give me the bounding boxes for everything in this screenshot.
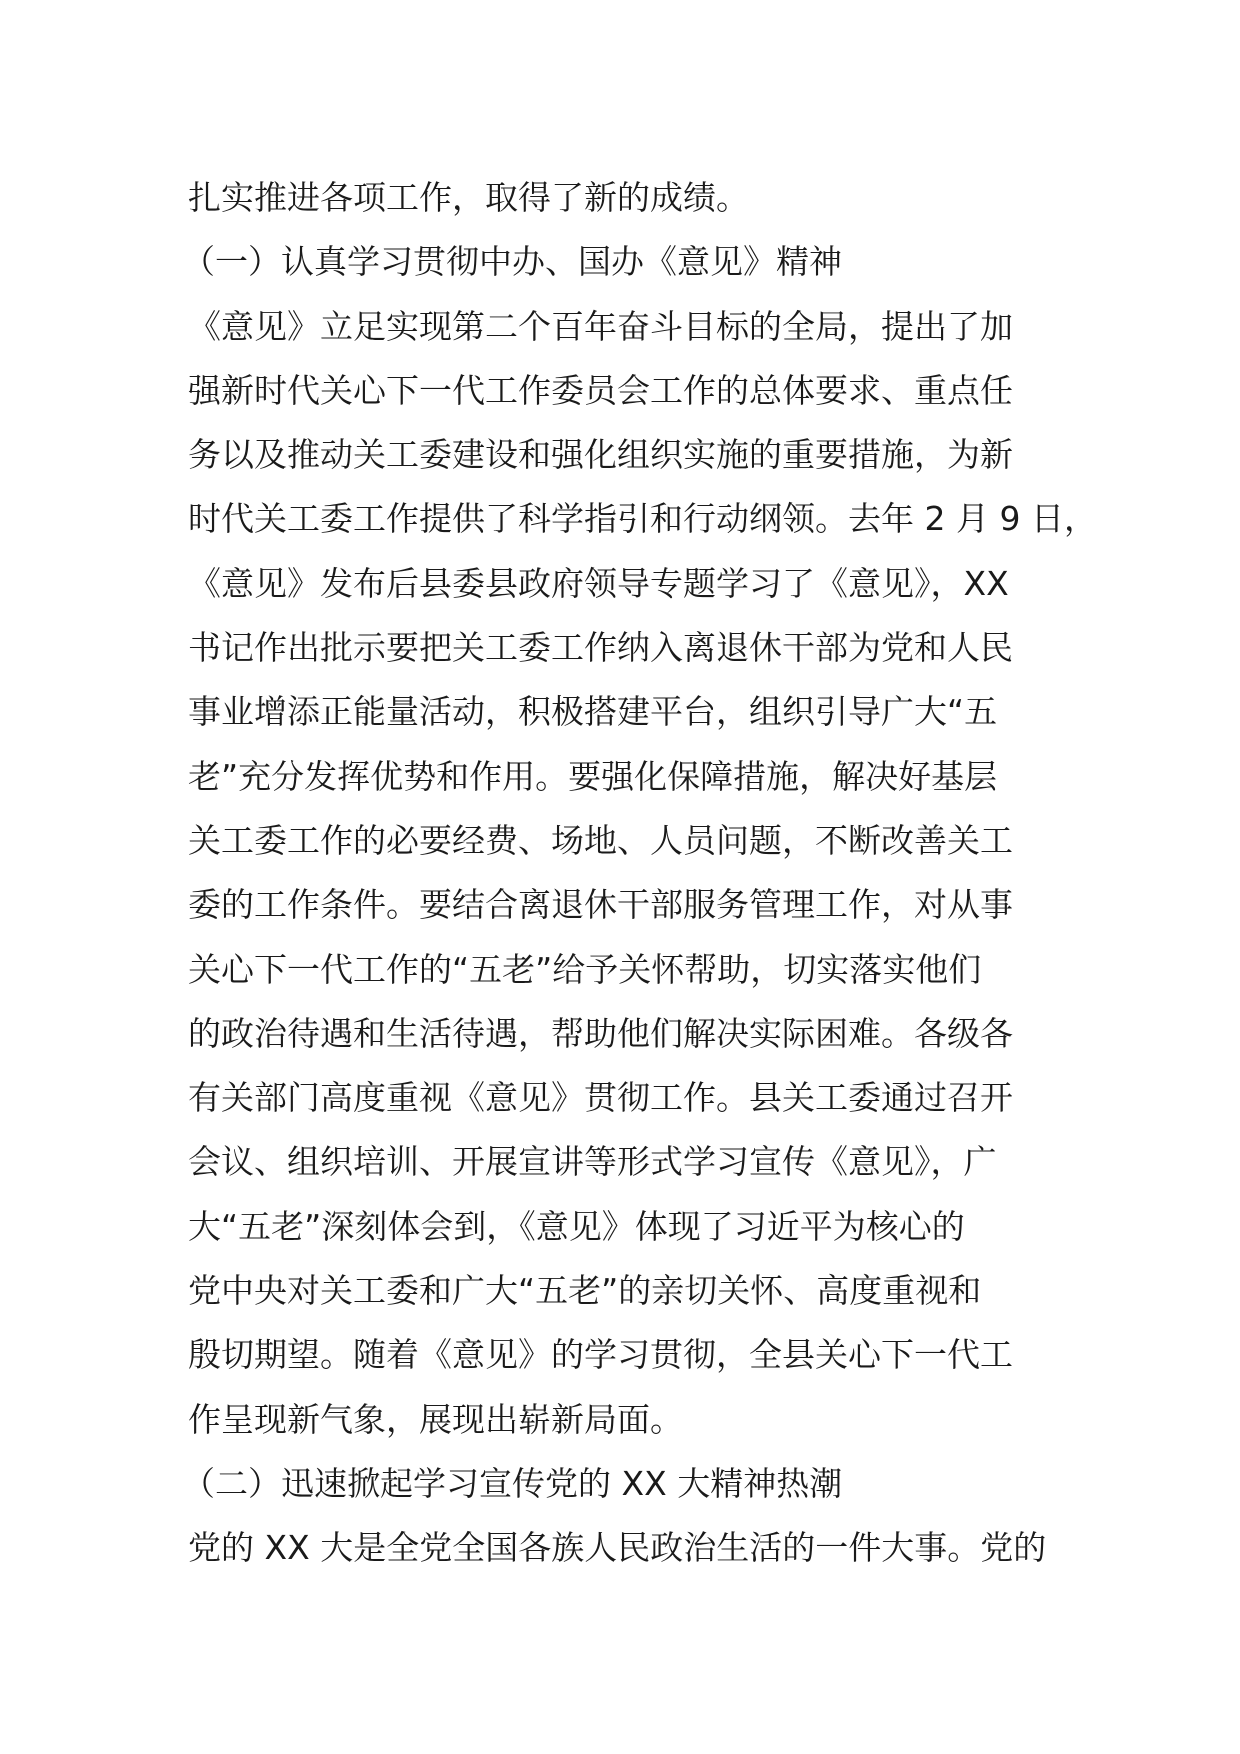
paragraph-line: 老”充分发挥优势和作用。要强化保障措施，解决好基层 — [188, 756, 998, 796]
paragraph-line: 事业增添正能量活动，积极搭建平台，组织引导广大“五 — [188, 692, 998, 732]
paragraph-line: 会议、组织培训、开展宣讲等形式学习宣传《意见》，广 — [188, 1142, 997, 1182]
paragraph-line: 关心下一代工作的“五老”给予关怀帮助，切实落实他们 — [188, 949, 982, 989]
paragraph-line: 殷切期望。随着《意见》的学习贯彻，全县关心下一代工 — [188, 1335, 1013, 1375]
paragraph-line: 委的工作条件。要结合离退休干部服务管理工作，对从事 — [188, 885, 1013, 925]
document-body — [182, 166, 1097, 1581]
paragraph-line: 大“五老”深刻体会到，《意见》体现了习近平为核心的 — [188, 1206, 965, 1246]
paragraph-line: 作呈现新气象，展现出崭新局面。 — [188, 1399, 683, 1439]
paragraph-line: 《意见》发布后县委县政府领导专题学习了《意见》，XX — [188, 563, 1009, 603]
paragraph-line: 有关部门高度重视《意见》贯彻工作。县关工委通过召开 — [188, 1078, 1013, 1118]
section-heading-1: （一）认真学习贯彻中办、国办《意见》精神 — [182, 242, 842, 282]
paragraph-line: 强新时代关心下一代工作委员会工作的总体要求、重点任 — [188, 370, 1013, 410]
paragraph-line: 书记作出批示要把关工委工作纳入离退休干部为党和人民 — [188, 628, 1013, 668]
paragraph-line: 的政治待遇和生活待遇，帮助他们解决实际困难。各级各 — [188, 1013, 1013, 1053]
paragraph-line: 《意见》立足实现第二个百年奋斗目标的全局，提出了加 — [188, 306, 1013, 346]
paragraph-line: 扎实推进各项工作，取得了新的成绩。 — [188, 178, 749, 217]
paragraph-line: 时代关工委工作提供了科学指引和行动纲领。去年 2 月 9 日， — [188, 499, 1097, 539]
section-heading-2: （二）迅速掀起学习宣传党的 XX 大精神热潮 — [182, 1463, 843, 1503]
paragraph-line: 党的 XX 大是全党全国各族人民政治生活的一件大事。党的 — [188, 1528, 1047, 1568]
paragraph-line: 关工委工作的必要经费、场地、人员问题，不断改善关工 — [188, 820, 1013, 860]
paragraph-line: 务以及推动关工委建设和强化组织实施的重要措施，为新 — [188, 435, 1013, 475]
paragraph-line: 党中央对关工委和广大“五老”的亲切关怀、高度重视和 — [188, 1271, 982, 1311]
